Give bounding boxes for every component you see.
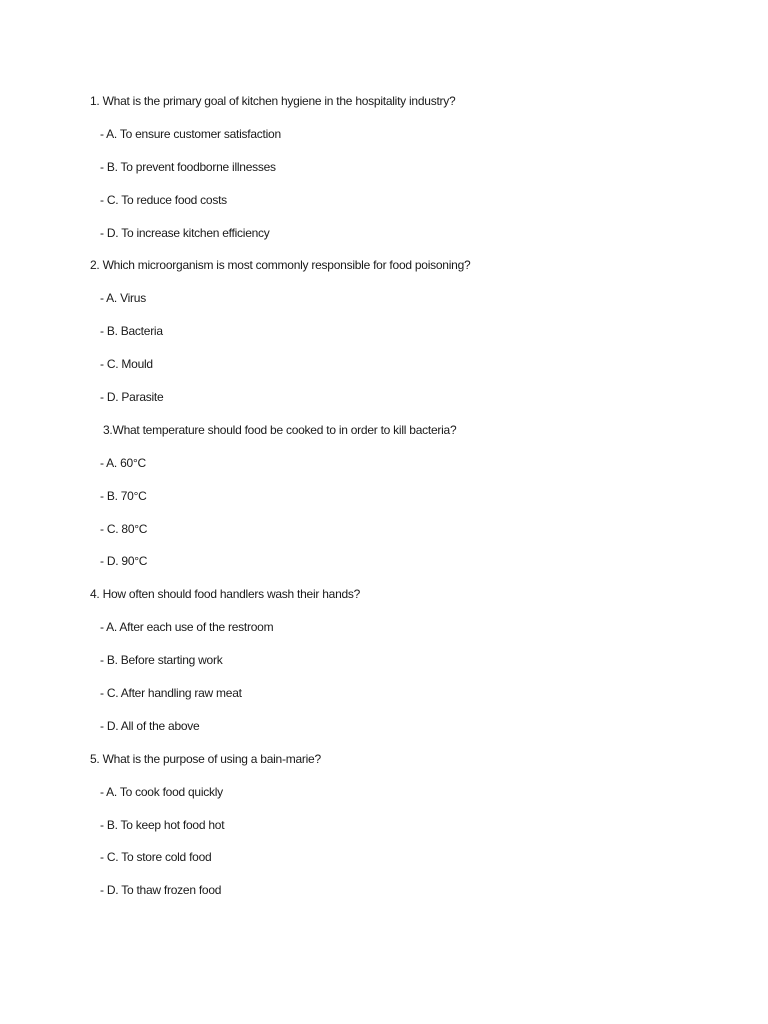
question-block-3 bbox=[0, 414, 768, 578]
answer-option-b: - B. 70°C bbox=[100, 488, 147, 503]
question-text: 1. What is the primary goal of kitchen hygiene in the hospitality industry? bbox=[90, 94, 456, 108]
answer-option-a: - A. 60°C bbox=[100, 455, 146, 470]
answer-option-b: - B. To prevent foodborne illnesses bbox=[100, 159, 276, 174]
answer-option-b: - B. Bacteria bbox=[100, 324, 163, 339]
answer-option-d: - D. 90°C bbox=[100, 554, 148, 569]
answer-option-b: - B. Before starting work bbox=[100, 653, 223, 668]
answer-option-a: - A. To cook food quickly bbox=[100, 784, 223, 799]
question-text: 2. Which microorganism is most commonly responsible for food poisoning? bbox=[90, 258, 471, 273]
answer-option-a: - A. Virus bbox=[100, 291, 146, 306]
question-text: 4. How often should food handlers wash their hands? bbox=[90, 587, 361, 602]
question-text: 5. What is the purpose of using a bain-marie? bbox=[90, 751, 321, 766]
question-text: 3.What temperature should food be cooked to in order to kill bacteria? bbox=[103, 422, 457, 437]
answer-option-d: - D. To increase kitchen efficiency bbox=[100, 225, 270, 240]
answer-option-c: - C. 80°C bbox=[100, 521, 148, 536]
answer-option-c: - C. To reduce food costs bbox=[100, 192, 227, 207]
answer-option-c: - C. To store cold food bbox=[100, 850, 212, 865]
answer-option-a: - A. After each use of the restroom bbox=[100, 620, 274, 635]
question-block-5 bbox=[0, 743, 768, 907]
answer-option-c: - C. Mould bbox=[100, 357, 153, 372]
question-block-4 bbox=[0, 578, 768, 742]
answer-option-b: - B. To keep hot food hot bbox=[100, 817, 225, 832]
question-block-1 bbox=[0, 85, 768, 249]
question-block-2 bbox=[0, 249, 768, 413]
answer-option-d: - D. Parasite bbox=[100, 390, 164, 405]
answer-option-c: - C. After handling raw meat bbox=[100, 686, 242, 701]
answer-option-a: - A. To ensure customer satisfaction bbox=[100, 126, 281, 141]
answer-option-d: - D. All of the above bbox=[100, 718, 200, 733]
answer-option-d: - D. To thaw frozen food bbox=[100, 883, 222, 898]
